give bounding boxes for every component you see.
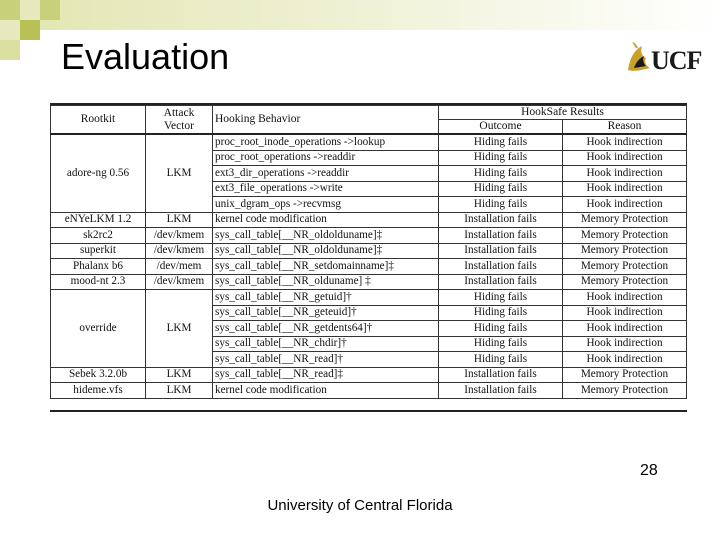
cell-rootkit: mood-nt 2.3 [51, 274, 146, 290]
cell-rootkit: superkit [51, 243, 146, 259]
cell-rootkit: hideme.vfs [51, 383, 146, 399]
footer-text: University of Central Florida [267, 497, 453, 514]
cell-hooking-behavior: sys_call_table[__NR_geteuid]† [213, 305, 439, 321]
cell-reason: Hook indirection [563, 321, 687, 337]
cell-reason: Memory Protection [563, 259, 687, 275]
cell-outcome: Installation fails [439, 367, 563, 383]
cell-reason: Memory Protection [563, 367, 687, 383]
cell-reason: Memory Protection [563, 383, 687, 399]
decor-square [40, 0, 60, 20]
cell-reason: Memory Protection [563, 274, 687, 290]
cell-attack-vector: LKM [146, 212, 213, 228]
cell-outcome: Hiding fails [439, 134, 563, 150]
cell-attack-vector: LKM [146, 134, 213, 212]
cell-outcome: Hiding fails [439, 150, 563, 166]
cell-outcome: Installation fails [439, 383, 563, 399]
cell-hooking-behavior: sys_call_table[__NR_getdents64]† [213, 321, 439, 337]
table-row [51, 383, 687, 399]
cell-hooking-behavior: sys_call_table[__NR_getuid]† [213, 290, 439, 306]
cell-attack-vector: LKM [146, 290, 213, 368]
cell-attack-vector: LKM [146, 367, 213, 383]
cell-attack-vector: /dev/kmem [146, 228, 213, 244]
cell-rootkit: override [51, 290, 146, 368]
slide-title: Evaluation [61, 36, 230, 77]
cell-reason: Hook indirection [563, 134, 687, 150]
cell-outcome: Hiding fails [439, 166, 563, 182]
table-row [51, 367, 687, 383]
cell-outcome: Installation fails [439, 212, 563, 228]
cell-rootkit: sk2rc2 [51, 228, 146, 244]
cell-reason: Hook indirection [563, 166, 687, 182]
decor-square [0, 40, 20, 60]
cell-hooking-behavior: sys_call_table[__NR_read]† [213, 352, 439, 368]
table-row [51, 228, 687, 244]
cell-hooking-behavior: kernel code modification [213, 383, 439, 399]
cell-hooking-behavior: kernel code modification [213, 212, 439, 228]
cell-rootkit: adore-ng 0.56 [51, 134, 146, 212]
cell-outcome: Hiding fails [439, 321, 563, 337]
header-hooksafe-results: HookSafe Results [439, 106, 687, 120]
cell-rootkit: eNYeLKM 1.2 [51, 212, 146, 228]
cell-reason: Hook indirection [563, 290, 687, 306]
cell-hooking-behavior: ext3_dir_operations ->readdir [213, 166, 439, 182]
decor-square [0, 20, 20, 40]
cell-outcome: Installation fails [439, 243, 563, 259]
cell-attack-vector: LKM [146, 383, 213, 399]
cell-hooking-behavior: sys_call_table[__NR_olduname] ‡ [213, 274, 439, 290]
cell-reason: Hook indirection [563, 150, 687, 166]
cell-reason: Memory Protection [563, 212, 687, 228]
results-table [50, 105, 687, 399]
cell-rootkit: Sebek 3.2.0b [51, 367, 146, 383]
table-body [51, 134, 687, 398]
cell-reason: Hook indirection [563, 305, 687, 321]
cell-hooking-behavior: sys_call_table[__NR_setdomainname]‡ [213, 259, 439, 275]
cell-hooking-behavior: sys_call_table[__NR_chdir]† [213, 336, 439, 352]
cell-reason: Hook indirection [563, 181, 687, 197]
cell-reason: Hook indirection [563, 197, 687, 213]
decor-square [20, 0, 40, 20]
table-row [51, 212, 687, 228]
decor-square [0, 0, 20, 20]
table-row [51, 290, 687, 306]
hooksafe-results-table [50, 103, 687, 412]
cell-reason: Memory Protection [563, 228, 687, 244]
cell-outcome: Hiding fails [439, 352, 563, 368]
header-reason: Reason [563, 120, 687, 135]
cell-hooking-behavior: sys_call_table[__NR_read]‡ [213, 367, 439, 383]
cell-outcome: Installation fails [439, 228, 563, 244]
cell-hooking-behavior: proc_root_operations ->readdir [213, 150, 439, 166]
logo-text: UCF [651, 46, 702, 75]
header-outcome: Outcome [439, 120, 563, 135]
header-attack-vector: Attack Vector [146, 106, 213, 135]
cell-outcome: Hiding fails [439, 181, 563, 197]
cell-outcome: Installation fails [439, 259, 563, 275]
decor-square [20, 20, 40, 40]
cell-hooking-behavior: sys_call_table[__NR_oldolduname]‡ [213, 228, 439, 244]
table-row [51, 134, 687, 150]
cell-reason: Hook indirection [563, 352, 687, 368]
cell-hooking-behavior: ext3_file_operations ->write [213, 181, 439, 197]
cell-attack-vector: /dev/kmem [146, 274, 213, 290]
cell-attack-vector: /dev/kmem [146, 243, 213, 259]
cell-hooking-behavior: unix_dgram_ops ->recvmsg [213, 197, 439, 213]
header-rootkit: Rootkit [51, 106, 146, 135]
cell-outcome: Installation fails [439, 274, 563, 290]
header-hooking-behavior: Hooking Behavior [213, 106, 439, 135]
cell-outcome: Hiding fails [439, 305, 563, 321]
table-row [51, 259, 687, 275]
cell-outcome: Hiding fails [439, 336, 563, 352]
table-row [51, 274, 687, 290]
cell-outcome: Hiding fails [439, 197, 563, 213]
cell-attack-vector: /dev/mem [146, 259, 213, 275]
slide-number: 28 [640, 462, 658, 479]
cell-hooking-behavior: sys_call_table[__NR_oldolduname]‡ [213, 243, 439, 259]
table-row [51, 243, 687, 259]
cell-rootkit: Phalanx b6 [51, 259, 146, 275]
ucf-logo [624, 40, 700, 76]
cell-reason: Memory Protection [563, 243, 687, 259]
cell-outcome: Hiding fails [439, 290, 563, 306]
top-decorative-band [0, 0, 720, 30]
cell-reason: Hook indirection [563, 336, 687, 352]
cell-hooking-behavior: proc_root_inode_operations ->lookup [213, 134, 439, 150]
